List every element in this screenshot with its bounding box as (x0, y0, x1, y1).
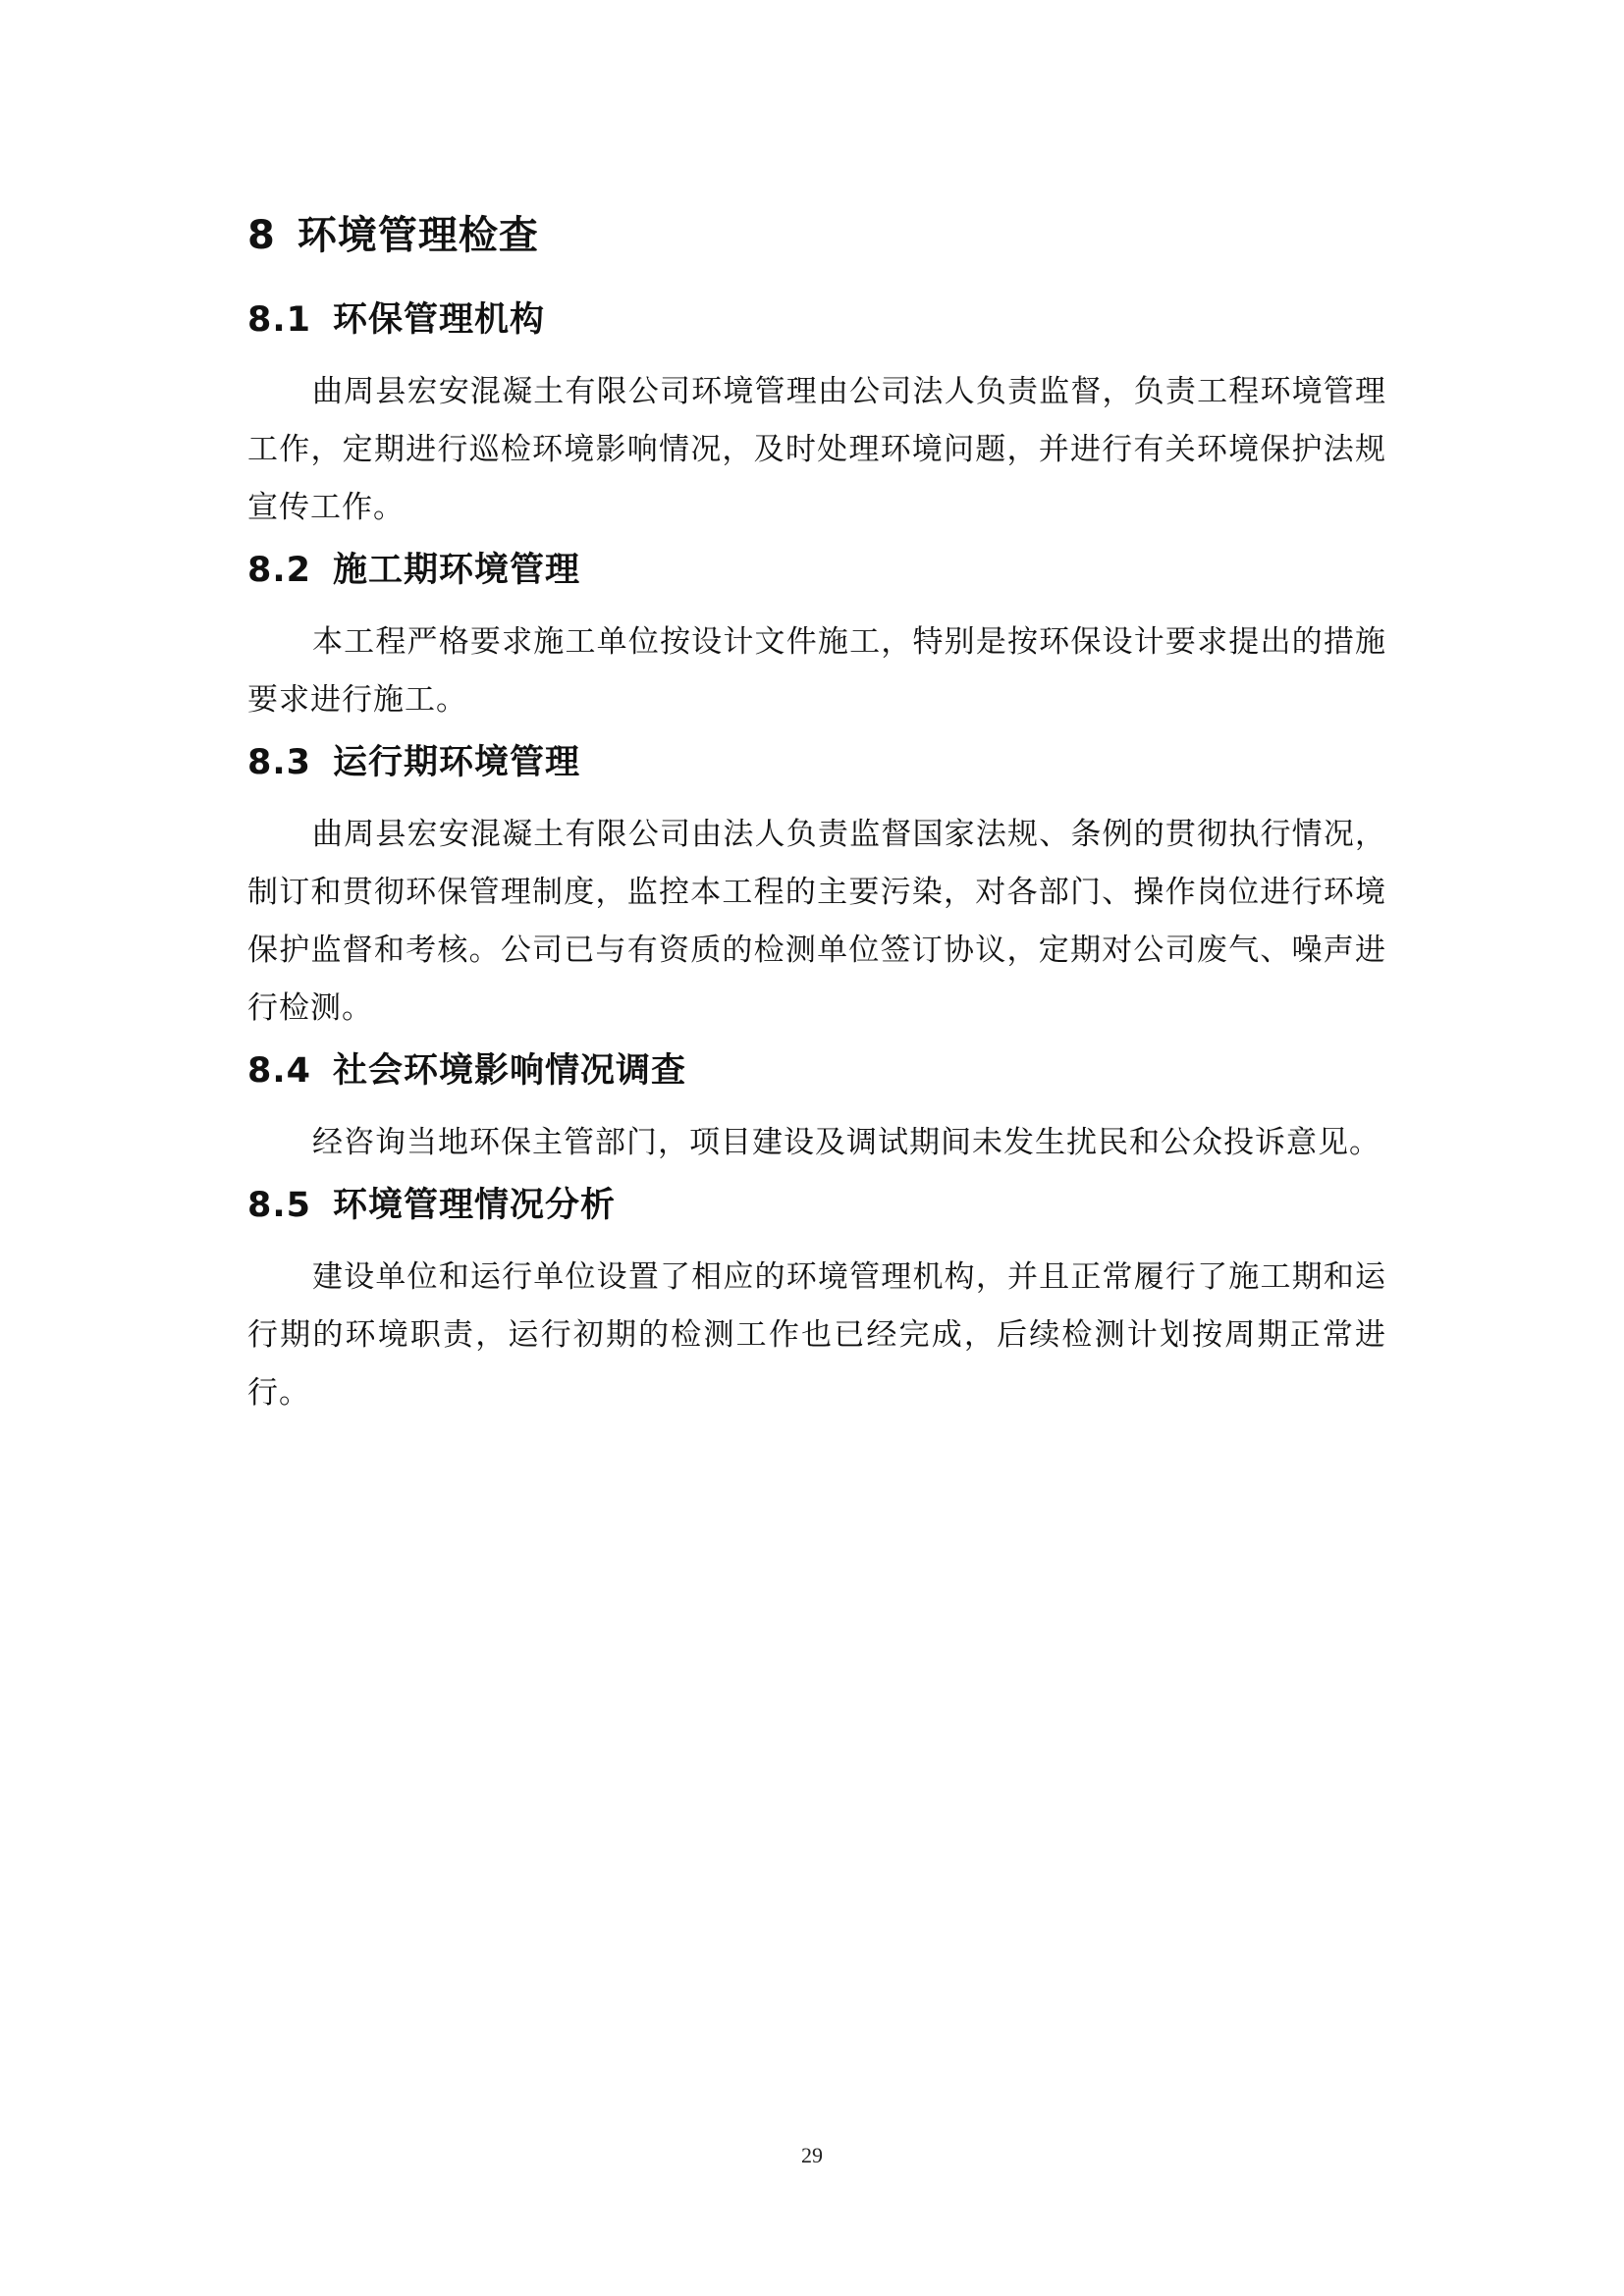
section-title-text: 环保管理机构 (333, 300, 546, 340)
chapter-title-text: 环境管理检查 (297, 213, 539, 258)
section-title (247, 543, 1386, 598)
section-number: 8.4 (247, 1051, 312, 1091)
section-title (247, 735, 1386, 790)
page-number: 29 (801, 2143, 823, 2167)
section-title (247, 1043, 1386, 1098)
section-title-text: 运行期环境管理 (333, 743, 581, 782)
chapter-title (247, 206, 1386, 265)
section-title-text: 社会环境影响情况调查 (333, 1051, 687, 1091)
section-number: 8.2 (247, 551, 312, 590)
page-content (247, 206, 1386, 1428)
section-paragraph: 本工程严格要求施工单位按设计文件施工，特别是按环保设计要求提出的措施要求进行施工。 (247, 624, 1386, 718)
section-paragraph: 曲周县宏安混凝土有限公司由法人负责监督国家法规、条例的贯彻执行情况，制订和贯彻环保管理制度，监控本工程的主要污染，对各部门、操作岗位进行环境保护监督和考核。公司已与有资质的检测单位签订协议，定期对公司废气、噪声进行检测。 (247, 817, 1386, 1026)
section-title-text: 施工期环境管理 (333, 551, 581, 590)
section-title-text: 环境管理情况分析 (333, 1186, 617, 1225)
section-number: 8.3 (247, 743, 312, 782)
chapter-number: 8 (247, 213, 276, 258)
section-number: 8.5 (247, 1186, 312, 1225)
section-paragraph: 经咨询当地环保主管部门，项目建设及调试期间未发生扰民和公众投诉意见。 (312, 1125, 1380, 1160)
section-paragraph: 建设单位和运行单位设置了相应的环境管理机构，并且正常履行了施工期和运行期的环境职责，运行初期的检测工作也已经完成，后续检测计划按周期正常进行。 (247, 1259, 1386, 1411)
section-number: 8.1 (247, 300, 312, 340)
section-title (247, 293, 1386, 347)
section-paragraph: 曲周县宏安混凝土有限公司环境管理由公司法人负责监督，负责工程环境管理工作，定期进行巡检环境影响情况，及时处理环境问题，并进行有关环境保护法规宣传工作。 (247, 374, 1386, 525)
section-title (247, 1178, 1386, 1233)
